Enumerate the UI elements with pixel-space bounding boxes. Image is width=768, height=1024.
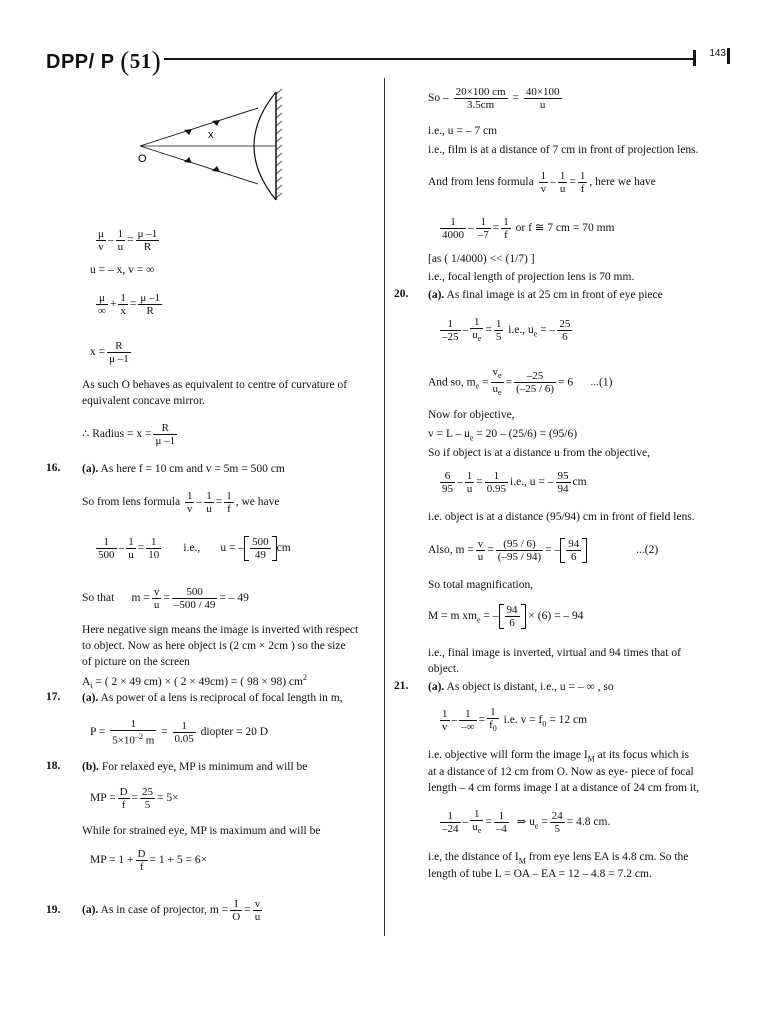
q16-eq-u: $\frac{1}{500}$ – $\frac{1}{u}$ = $\frac{1}{10}$ i.e., u = – $\frac{500}{49}$ cm xyxy=(98,536,291,561)
eq-radius: ∴ Radius = x = $\frac{R}{\mu -1}$ xyxy=(82,422,176,447)
q21-text-4: i.e, the distance of $I_M$ from eye lens EA is 4.8 cm. So the xyxy=(428,851,689,866)
q20-eq-ue: $\frac{1}{-25}$ – $\frac{1}{u_e}$ = $\frac{1}{5}$ i.e., $u_e$ = – $\frac{25}{6}$ xyxy=(442,316,571,344)
dpp-prefix: DPP/ P xyxy=(46,51,115,73)
q21-text-5: length of tube L = OA – EA = 12 – 4.8 = 7.2 cm. xyxy=(428,868,652,880)
fig-label-o: O xyxy=(138,153,147,165)
q19-statement: (a). As in case of projector, m = $\frac{I}{O}$ = $\frac{v}{u}$ xyxy=(82,898,261,923)
q16-text-2: to object. Now as here object is (2 cm × 2cm ) so the size xyxy=(82,640,346,652)
q16-magnification: So that m = $\frac{v}{u}$ = $\frac{500}{-500 / 49}$ = – 49 xyxy=(82,586,249,611)
header-tick xyxy=(693,50,696,66)
q16-text-3: of picture on the screen xyxy=(82,656,190,668)
q21-text-1: i.e. objective will form the image $I_M$ at its focus which is xyxy=(428,749,690,764)
q17-power: P = $\frac{1}{5\times 10^{-2} m}$ = $\frac{1}{0.05}$ diopter = 20 D xyxy=(90,718,269,747)
q16-lens-formula: So from lens formula $\frac{1}{v}$ – $\frac{1}{u}$ = $\frac{1}{f}$ , we have xyxy=(82,490,280,515)
q18-statement: (b). For relaxed eye, MP is minimum and will be xyxy=(82,761,308,773)
q20-eq-total-m: M = m $xm_e$ = – $\frac{94}{6}$ × (6) = – 94 xyxy=(428,604,584,629)
header-endbar xyxy=(727,48,730,64)
eq-lens-surface-2: $\frac{\mu}{\infty}$ + $\frac{1}{x}$ = $\frac{\mu -1}{R}$ xyxy=(98,292,160,317)
q18-text: While for strained eye, MP is maximum and will be xyxy=(82,825,321,837)
q19-number: 19. xyxy=(46,904,61,916)
mirror-diagram xyxy=(92,88,292,204)
q21-eq-ue: $\frac{1}{-24}$ – $\frac{1}{u_e}$ = $\frac{1}{-4}$ ⇒ $u_e$ = $\frac{24}{5}$ = 4.8 cm. xyxy=(442,808,611,836)
q20-eq-v: $v = L - u_e = 20 - (25/6) = (95/6)$ xyxy=(428,428,578,443)
text-equiv-2: equivalent concave mirror. xyxy=(82,395,205,407)
q16-number: 16. xyxy=(46,462,61,474)
text-approx: [as ( 1/4000) << (1/7) ] xyxy=(428,253,535,265)
q20-text-final-2: object. xyxy=(428,663,459,675)
q21-eq-v: $\frac{1}{v}$ – $\frac{1}{-\infty}$ = $\frac{1}{f_0}$ i.e. $v = f_0 = 12$ cm xyxy=(442,706,588,734)
q20-text-final-1: i.e., final image is inverted, virtual and 94 times that of xyxy=(428,647,681,659)
eq-so-u: So – $\frac{20\times 100 cm}{3.5cm}$ = $\frac{40\times 100}{u}$ xyxy=(428,86,560,111)
q20-eq-me: And so, $m_e$ = $\frac{v_e}{u_e}$ = $\frac{-25}{(-25 / 6)}$ = 6 ...(1) xyxy=(428,366,613,398)
dpp-number: 51 xyxy=(129,49,152,73)
eq-x: x = $\frac{R}{\mu -1}$ xyxy=(90,340,129,365)
q21-text-3: length – 4 cm forms image I at a distance of 24 cm from it, xyxy=(428,782,700,794)
q18-mp-strained: MP = 1 + $\frac{D}{f}$ = 1 + 5 = 6× xyxy=(90,848,208,873)
q17-statement: (a). As power of a lens is reciprocal of focal length in m, xyxy=(82,692,343,704)
q18-number: 18. xyxy=(46,760,61,772)
page-number: 143 xyxy=(709,48,726,59)
text-u-v: u = – x, v = ∞ xyxy=(90,264,155,276)
q16-area: $A_i$ = ( 2 × 49 cm) × ( 2 × 49cm) = ( 98 × 98) $cm^2$ xyxy=(82,673,307,691)
q21-statement: (a). As object is distant, i.e., u = – ∞ , so xyxy=(428,681,614,693)
q20-text-field: i.e. object is at a distance (95/94) cm in front of field lens. xyxy=(428,511,695,523)
q20-statement: (a). As final image is at 25 cm in front of eye piece xyxy=(428,289,663,301)
text-equiv-1: As such O behaves as equivalent to centre of curvature of xyxy=(82,379,348,391)
q16-text-1: Here negative sign means the image is inverted with respect xyxy=(82,624,359,636)
q20-number: 20. xyxy=(394,288,409,300)
header-rule xyxy=(164,58,696,60)
q20-eq-u: $\frac{6}{95}$ – $\frac{1}{u}$ = $\frac{1}{0.95}$ i.e., u = – $\frac{95}{94}$ cm xyxy=(442,470,587,495)
q20-eq-m: Also, m = $\frac{v}{u}$ = $\frac{(95 / 6)}{(-95 / 94)}$ = – $\frac{94}{6}$ ...(2) xyxy=(428,538,659,563)
q20-text-total: So total magnification, xyxy=(428,579,534,591)
q20-text-object: So if object is at a distance u from the objective, xyxy=(428,447,650,459)
text-film: i.e., film is at a distance of 7 cm in front of projection lens. xyxy=(428,144,699,156)
q18-mp-relaxed: MP = $\frac{D}{f}$ = $\frac{25}{5}$ = 5× xyxy=(90,786,179,811)
q17-number: 17. xyxy=(46,691,61,703)
fig-label-x: x xyxy=(208,129,214,141)
eq-lens-surface: $\frac{\mu}{v}$ – $\frac{1}{u}$ = $\frac{\mu -1}{R}$ xyxy=(98,228,158,253)
dpp-title: DPP/ P (51) xyxy=(46,46,162,76)
eq-lens-formula-r: And from lens formula $\frac{1}{v}$ – $\frac{1}{u}$ = $\frac{1}{f}$ , here we have xyxy=(428,170,656,195)
page-header xyxy=(46,42,726,76)
text-u-7: i.e., u = – 7 cm xyxy=(428,125,498,137)
q21-number: 21. xyxy=(394,680,409,692)
column-divider xyxy=(384,78,385,936)
eq-f-70: $\frac{1}{4000}$ – $\frac{1}{-7}$ = $\frac{1}{f}$ or f ≅ 7 cm = 70 mm xyxy=(442,216,615,241)
q21-text-2: at a distance of 12 cm from O. Now as eye- piece of focal xyxy=(428,766,694,778)
text-focal: i.e., focal length of projection lens is 70 mm. xyxy=(428,271,635,283)
q16-statement: (a). As here f = 10 cm and v = 5m = 500 cm xyxy=(82,463,285,475)
q20-text-objective: Now for objective, xyxy=(428,409,515,421)
